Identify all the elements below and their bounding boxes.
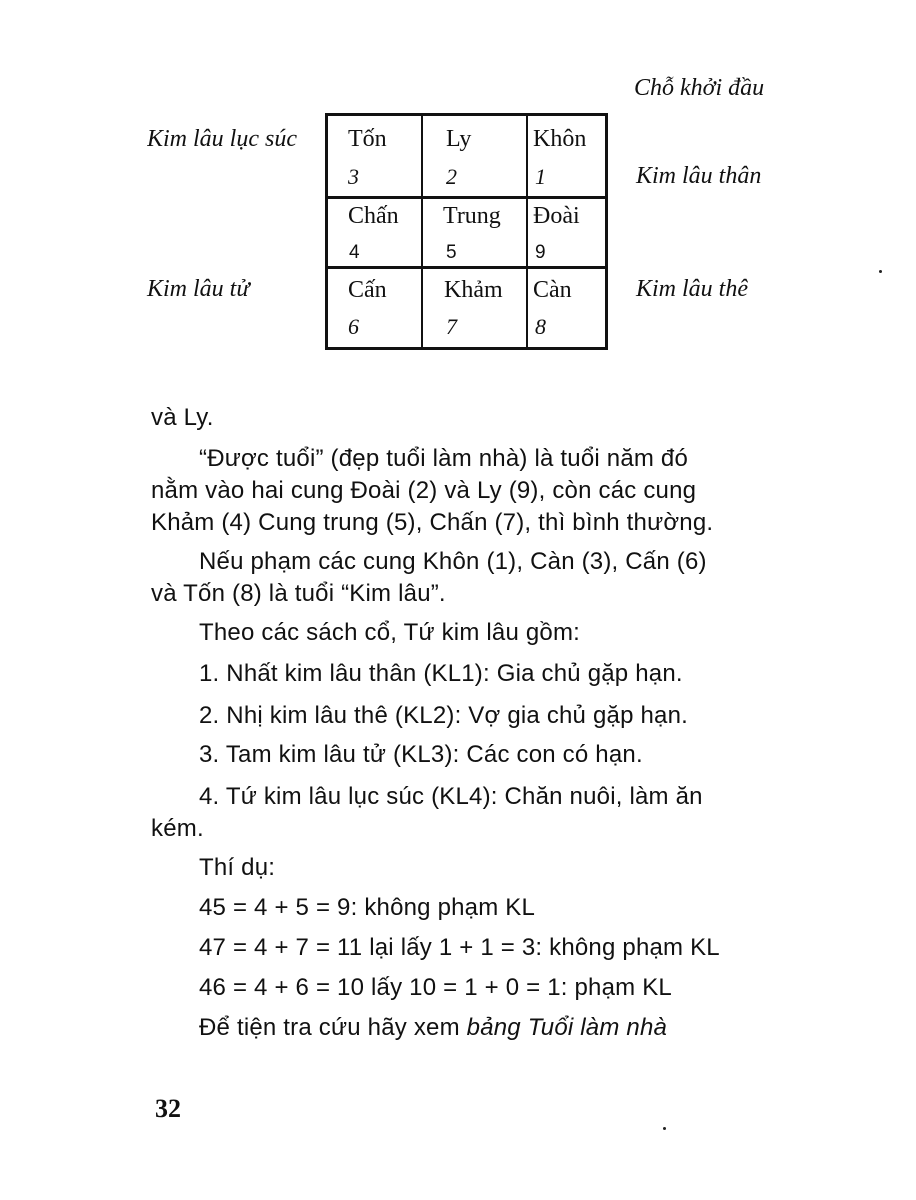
grid-cell-number: 5 [446,242,457,263]
paragraph-line: nằm vào hai cung Đoài (2) và Ly (9), còn các cung [151,477,697,504]
paragraph-line: và Tốn (8) là tuổi “Kim lâu”. [151,580,446,607]
grid-cell-name: Khôn [533,126,587,152]
start-label: Chỗ khởi đầu [634,75,765,101]
grid-cell-number: 1 [535,164,546,189]
nine-palace-grid [325,113,608,350]
table-reference: bảng Tuổi làm nhà [466,1014,668,1041]
grid-cell-name: Càn [533,277,572,303]
grid-cell-number: 3 [348,164,359,189]
grid-cell-number: 6 [348,314,359,339]
grid-cell-name: Khảm [444,277,503,303]
speck [879,270,882,273]
grid-cell-number: 9 [535,242,546,263]
list-item: 2. Nhị kim lâu thê (KL2): Vợ gia chủ gặp hạn. [199,702,688,729]
list-item-continuation: kém. [151,815,204,842]
list-item: 4. Tứ kim lâu lục súc (KL4): Chăn nuôi, làm ăn [199,783,703,810]
grid-cell-number: 4 [349,242,360,263]
speck [663,1127,666,1130]
label-kim-lau-than: Kim lâu thân [636,163,762,189]
grid-cell-number: 8 [535,314,546,339]
grid-cell-name: Trung [443,203,501,229]
grid-cell-name: Chấn [348,203,399,229]
paragraph-line: “Được tuổi” (đẹp tuổi làm nhà) là tuổi năm đó [199,445,689,472]
label-kim-lau-luc-suc: Kim lâu lục súc [147,126,297,152]
grid-cell-name: Cấn [348,277,387,303]
grid-cell-number: 2 [446,164,457,189]
continuation-line: và Ly. [151,404,214,431]
page-number: 32 [155,1094,181,1123]
final-line-text: Để tiện tra cứu hãy xem [199,1014,467,1041]
grid-cell-name: Đoài [533,203,580,229]
label-kim-lau-the: Kim lâu thê [636,276,748,302]
grid-cell-name: Ly [446,126,472,152]
example-label: Thí dụ: [199,854,276,881]
example-line: 46 = 4 + 6 = 10 lấy 10 = 1 + 0 = 1: phạm KL [199,974,672,1001]
grid-cell-name: Tốn [348,126,387,152]
grid-divider [526,116,528,347]
list-item: 3. Tam kim lâu tử (KL3): Các con có hạn. [199,741,643,768]
paragraph-line: Theo các sách cổ, Tứ kim lâu gồm: [199,619,581,646]
example-line: 47 = 4 + 7 = 11 lại lấy 1 + 1 = 3: không phạm KL [199,934,720,961]
example-line: 45 = 4 + 5 = 9: không phạm KL [199,894,536,921]
label-kim-lau-tu: Kim lâu tử [147,276,250,302]
list-item: 1. Nhất kim lâu thân (KL1): Gia chủ gặp hạn. [199,660,683,687]
paragraph-line: Nếu phạm các cung Khôn (1), Càn (3), Cấn (6) [199,548,707,575]
grid-divider [328,196,605,199]
grid-divider [328,266,605,269]
paragraph-line: Khảm (4) Cung trung (5), Chấn (7), thì bình thường. [151,509,714,536]
final-line [199,1013,667,1043]
grid-cell-number: 7 [446,314,457,339]
grid-divider [421,116,423,347]
